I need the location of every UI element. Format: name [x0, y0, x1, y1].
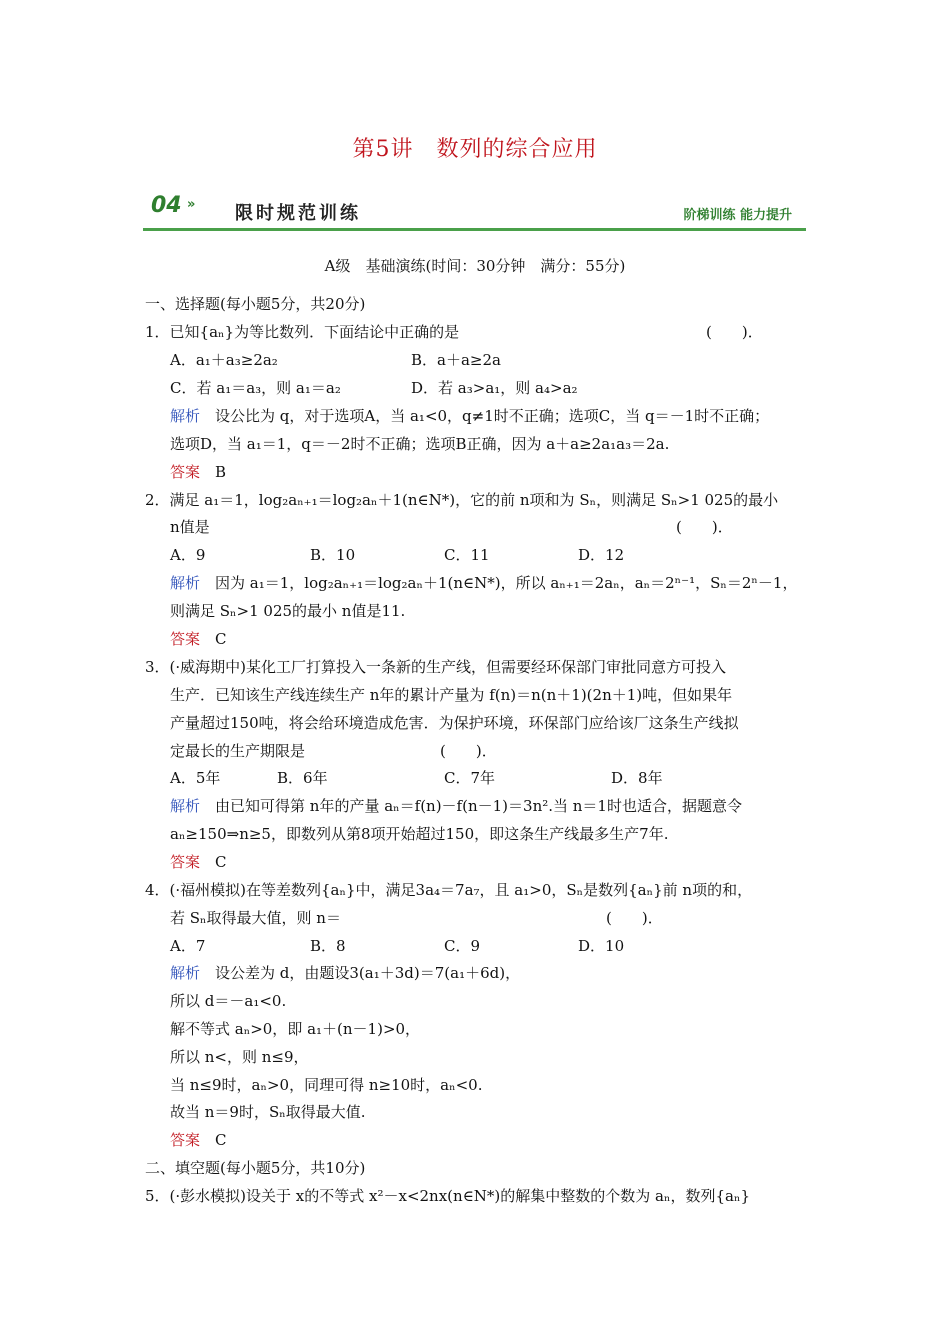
banner-rule: [143, 228, 806, 231]
answer-label: 答案: [170, 853, 201, 871]
option-a: A．7: [170, 937, 206, 955]
solution-label: 解析: [170, 797, 201, 815]
section-heading: 二、填空题(每小题5分，共10分): [145, 1159, 366, 1177]
answer-label: 答案: [170, 630, 201, 648]
chevron-icon: »: [187, 197, 196, 212]
option-b: B．10: [310, 546, 356, 564]
option-c: C．7年: [444, 769, 496, 787]
solution-label: 解析: [170, 574, 201, 592]
question-stem: 生产．已知该生产线连续生产 n年的累计产量为 f(n)＝n(n＋1)(2n＋1)吨，但如果年: [170, 686, 733, 704]
answer-value: C: [200, 630, 227, 648]
answer-blank: ( )．: [676, 518, 733, 536]
solution-line: 所以 d＝－a₁<0.: [170, 992, 287, 1010]
option-b: B．8: [310, 937, 346, 955]
solution-label: 解析: [170, 964, 201, 982]
question-stem: 1．已知{aₙ}为等比数列．下面结论中正确的是: [145, 323, 460, 341]
question-stem: 若 Sₙ取得最大值，则 n＝: [170, 909, 341, 927]
option-c: C．若 a₁＝a₃，则 a₁＝a₂: [170, 379, 341, 397]
solution-line: 选项D，当 a₁＝1，q＝－2时不正确；选项B正确，因为 a＋a≥2a₁a₃＝2a.: [170, 435, 670, 453]
solution-text: 由已知可得第 n年的产量 aₙ＝f(n)－f(n－1)＝3n².当 n＝1时也适合，据题意令: [200, 797, 742, 815]
option-d: D．12: [578, 546, 625, 564]
option-c: C．9: [444, 937, 481, 955]
option-d: D．10: [578, 937, 625, 955]
answer-line: [170, 629, 227, 649]
solution-text: 设公比为 q，对于选项A，当 a₁<0，q≠1时不正确；选项C，当 q＝－1时不正确；: [200, 407, 770, 425]
answer-value: B: [200, 463, 227, 481]
answer-line: [170, 1130, 227, 1150]
question-stem: 2．满足 a₁＝1，log₂aₙ₊₁＝log₂aₙ＋1(n∈N*)，它的前 n项和为 Sₙ，则满足 Sₙ>1 025的最小: [145, 491, 779, 509]
solution-text: 因为 a₁＝1，log₂aₙ₊₁＝log₂aₙ＋1(n∈N*)，所以 aₙ₊₁＝2aₙ，aₙ＝2ⁿ⁻¹，Sₙ＝2ⁿ－1，: [200, 574, 798, 592]
answer-line: [170, 462, 226, 482]
answer-blank: ( )．: [706, 323, 763, 341]
answer-label: 答案: [170, 463, 201, 481]
level-subheading: A级 基础演练(时间：30分钟 满分：55分): [324, 257, 626, 275]
option-d: D．8年: [611, 769, 663, 787]
solution-label: 解析: [170, 407, 201, 425]
question-stem: 定最长的生产期限是: [170, 742, 306, 760]
option-a: A．5年: [170, 769, 221, 787]
section-heading: 一、选择题(每小题5分，共20分): [145, 295, 366, 313]
answer-blank: ( )．: [606, 909, 663, 927]
option-b: B．6年: [277, 769, 328, 787]
option-c: C．11: [444, 546, 490, 564]
banner-number: 04: [151, 193, 182, 218]
solution-line: [170, 796, 742, 816]
solution-line: 所以 n<，则 n≤9，: [170, 1048, 309, 1066]
question-stem: 5．(·彭水模拟)设关于 x的不等式 x²－x<2nx(n∈N*)的解集中整数的个数为 aₙ，数列{aₙ}: [145, 1187, 750, 1205]
solution-line: 则满足 Sₙ>1 025的最小 n值是11.: [170, 602, 406, 620]
solution-text: 设公差为 d，由题设3(a₁＋3d)＝7(a₁＋6d)，: [200, 964, 521, 982]
solution-line: 当 n≤9时，aₙ>0，同理可得 n≥10时，aₙ<0.: [170, 1076, 483, 1094]
answer-value: C: [200, 1131, 227, 1149]
answer-line: [170, 852, 227, 872]
option-a: A．a₁＋a₃≥2a₂: [170, 351, 278, 369]
solution-line: 故当 n＝9时，Sₙ取得最大值.: [170, 1103, 366, 1121]
question-stem: 4．(·福州模拟)在等差数列{aₙ}中，满足3a₄＝7a₇，且 a₁>0，Sₙ是数列{aₙ}前 n项的和，: [145, 881, 753, 899]
lesson-title: 第5讲 数列的综合应用: [352, 137, 598, 162]
banner-title: 限时规范训练: [235, 203, 361, 224]
banner-tagline: 阶梯训练 能力提升: [683, 208, 792, 223]
option-b: B．a＋a≥2a: [411, 351, 501, 369]
option-a: A．9: [170, 546, 206, 564]
option-d: D．若 a₃>a₁，则 a₄>a₂: [411, 379, 578, 397]
answer-blank: ( )．: [440, 742, 497, 760]
solution-line: [170, 573, 797, 593]
solution-line: [170, 406, 769, 426]
section-banner: [143, 187, 806, 231]
answer-value: C: [200, 853, 227, 871]
solution-line: 解不等式 aₙ>0，即 a₁＋(n－1)>0，: [170, 1020, 421, 1038]
solution-line: [170, 963, 520, 983]
solution-line: aₙ≥150⇒n≥5，即数列从第8项开始超过150，即这条生产线最多生产7年.: [170, 825, 669, 843]
question-stem: 3．(·威海期中)某化工厂打算投入一条新的生产线，但需要经环保部门审批同意方可投入: [145, 658, 727, 676]
answer-label: 答案: [170, 1131, 201, 1149]
question-stem: 产量超过150吨，将会给环境造成危害．为保护环境，环保部门应给该厂这条生产线拟: [170, 714, 739, 732]
question-stem: n值是: [170, 518, 210, 536]
